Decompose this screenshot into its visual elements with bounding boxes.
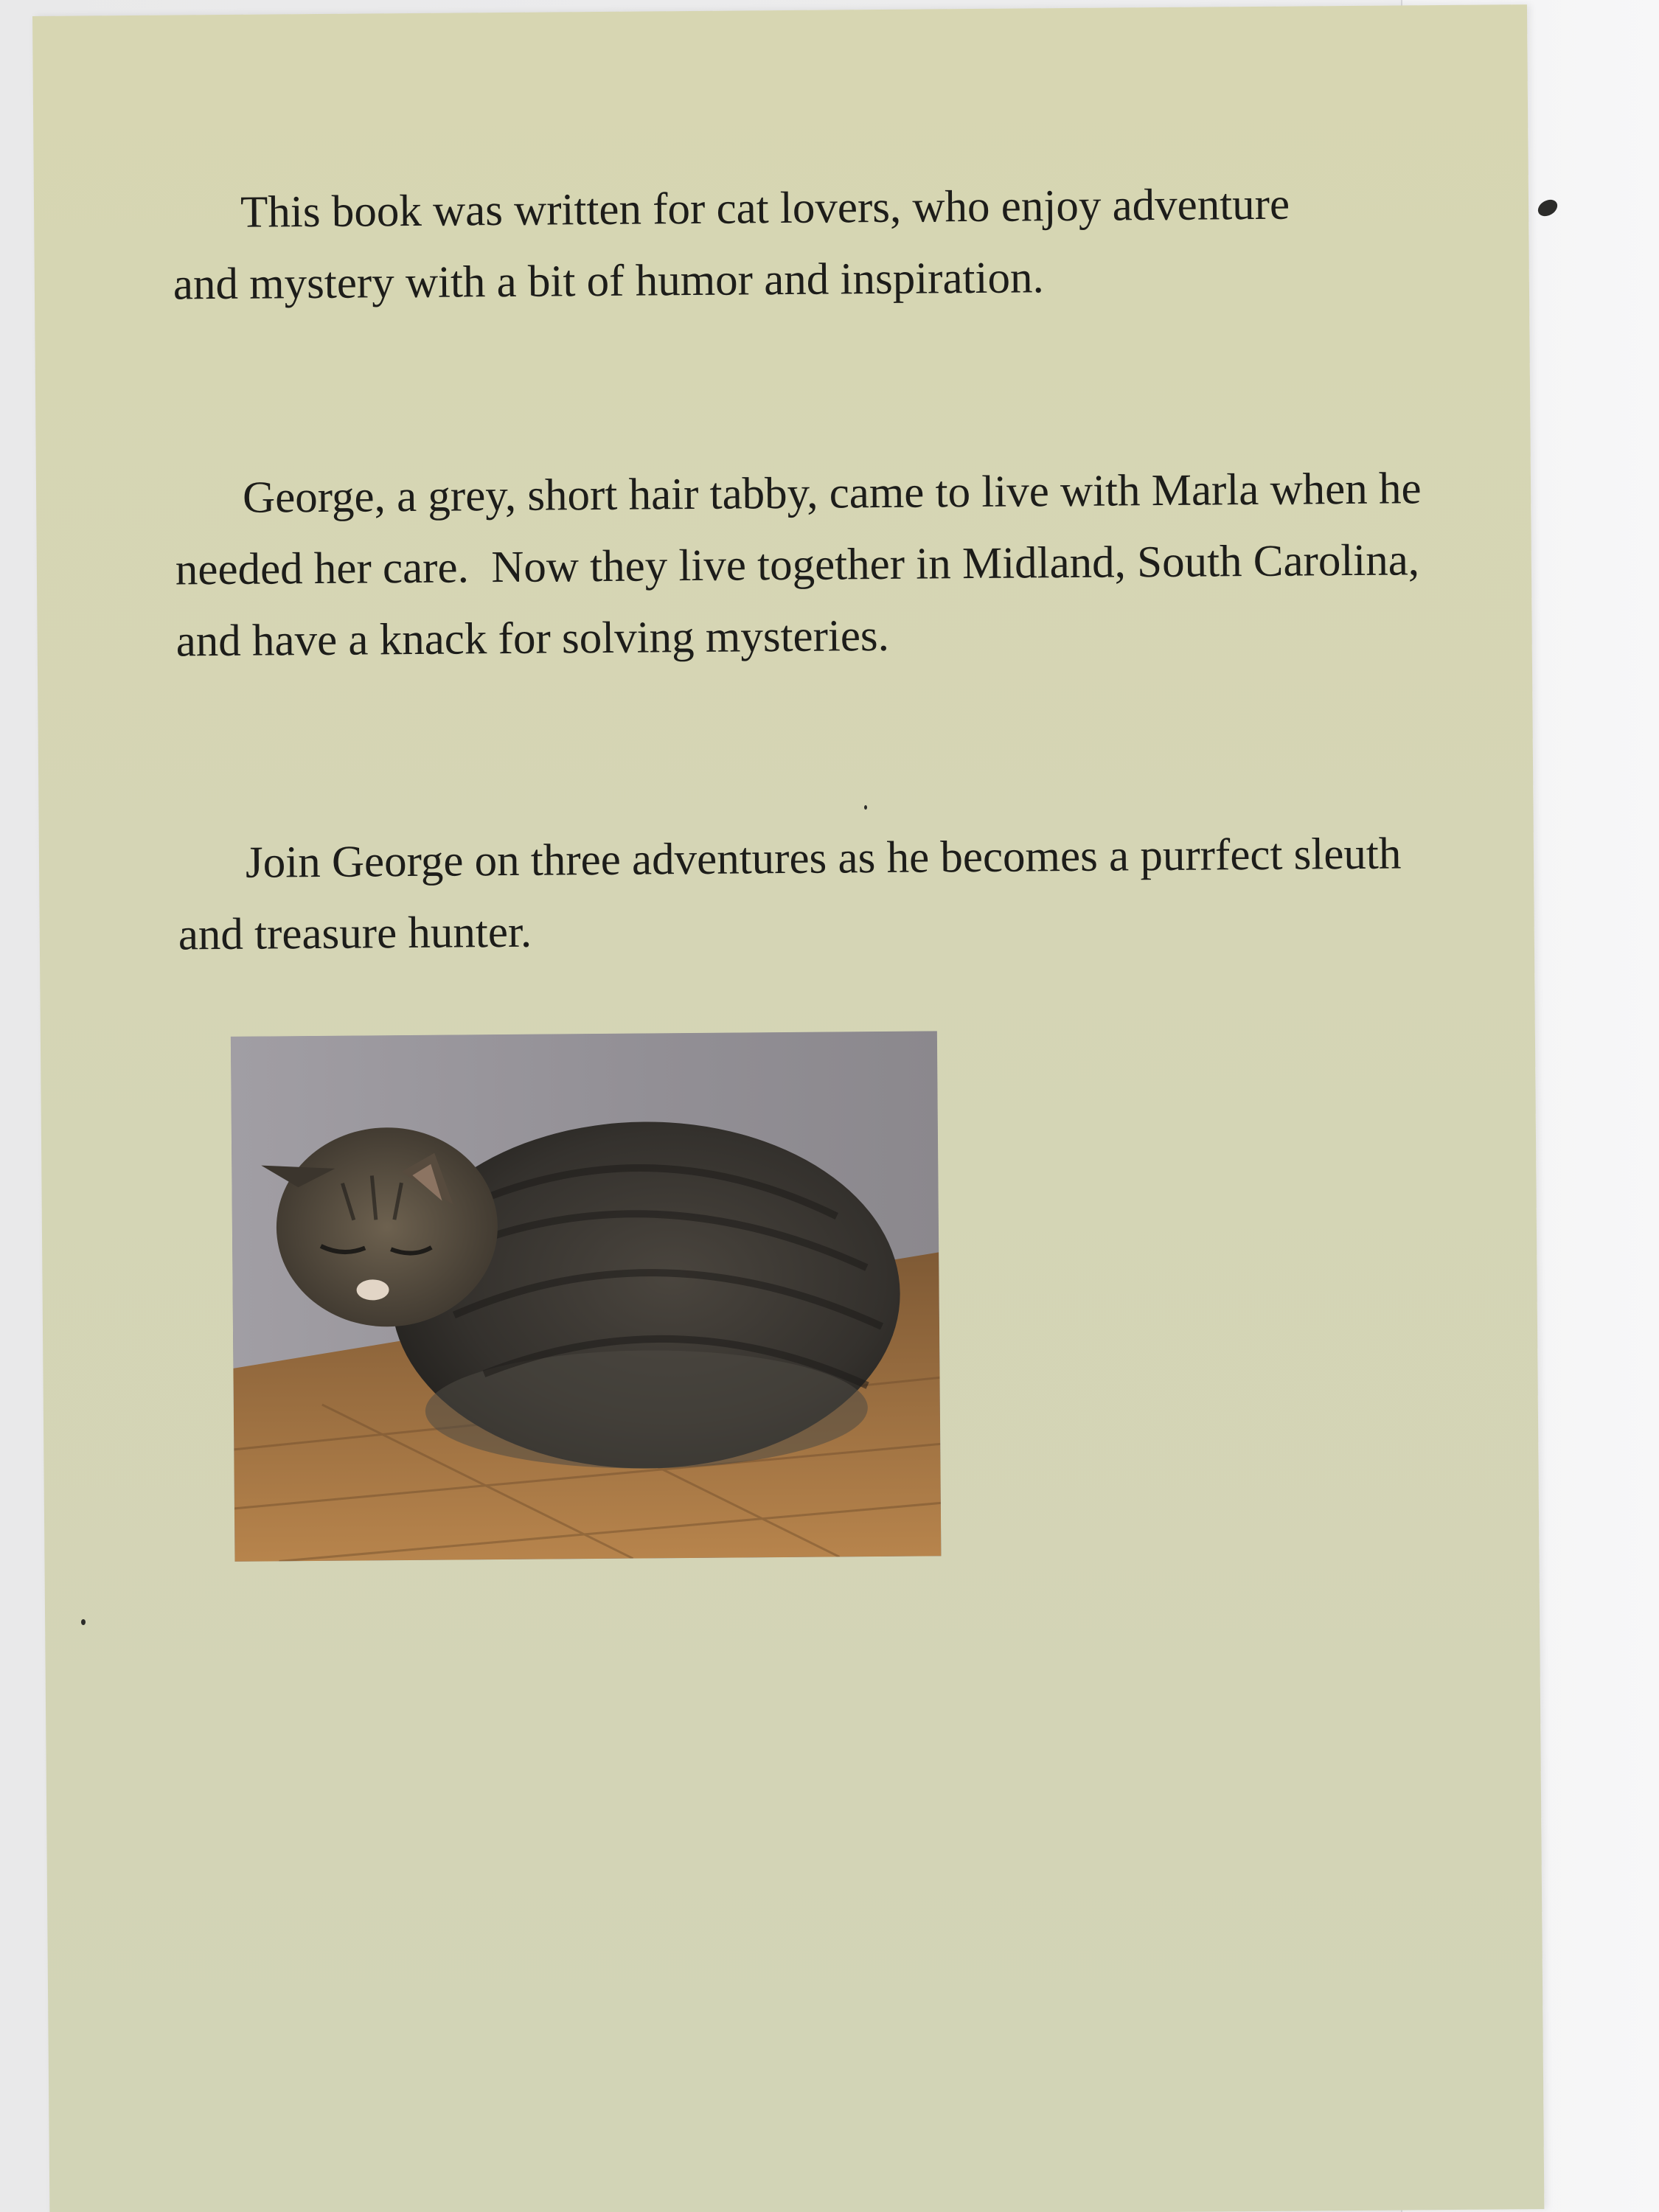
- dust-speck: [81, 1619, 86, 1625]
- cat-photo: [231, 1031, 942, 1562]
- book-page: [32, 4, 1544, 2212]
- dust-speck: [864, 805, 867, 810]
- paragraph-george: George, a grey, short hair tabby, came to live with Marla when he needed her care. Now they live together in Midland, South Carolina, and have a knack for solving mysteries.: [175, 464, 1433, 667]
- paragraph-intro: This book was written for cat lovers, who enjoy adventure and mystery with a bit of humor and inspiration.: [173, 179, 1301, 310]
- paragraph-adventures: Join George on three adventures as he becomes a purrfect sleuth and treasure hunter.: [178, 829, 1413, 960]
- sleeping-cat-illustration: [231, 1031, 942, 1562]
